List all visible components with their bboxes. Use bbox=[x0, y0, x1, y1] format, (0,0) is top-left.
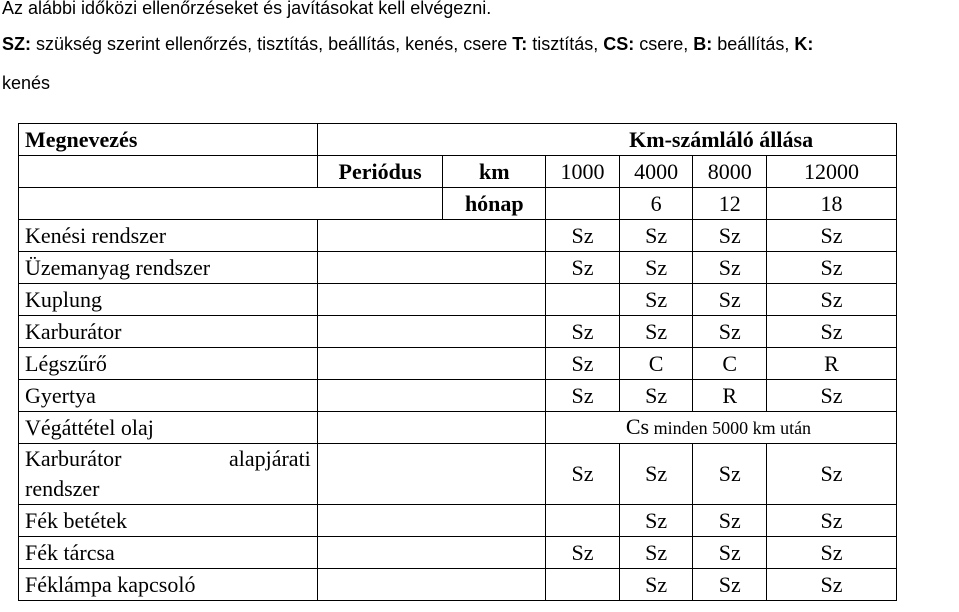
note-rest: minden 5000 km után bbox=[649, 418, 812, 438]
row-cell: Sz bbox=[767, 252, 897, 284]
row-name: Kuplung bbox=[19, 284, 318, 316]
row-cell: Sz bbox=[546, 252, 620, 284]
legend-key-b: B: bbox=[693, 34, 713, 54]
table-row bbox=[19, 252, 897, 284]
row-cell: R bbox=[693, 380, 767, 412]
table-row bbox=[19, 220, 897, 252]
row-cell: Sz bbox=[619, 316, 693, 348]
row-cell: Sz bbox=[767, 220, 897, 252]
row-cell: Sz bbox=[767, 316, 897, 348]
table-header-row bbox=[19, 124, 897, 156]
row-cell: Sz bbox=[619, 569, 693, 601]
header-counter: Km-számláló állása bbox=[546, 124, 897, 156]
row-cell: Sz bbox=[546, 444, 620, 505]
month-row bbox=[19, 188, 897, 220]
row-name: Végáttétel olaj bbox=[19, 412, 318, 444]
row-cell: Sz bbox=[767, 569, 897, 601]
legend-key-sz: SZ: bbox=[2, 34, 31, 54]
row-cell: Sz bbox=[767, 537, 897, 569]
row-name: Féklámpa kapcsoló bbox=[19, 569, 318, 601]
table-row bbox=[19, 316, 897, 348]
note-main: Cs bbox=[625, 414, 650, 439]
km-value: 12000 bbox=[767, 156, 897, 188]
row-cell: Sz bbox=[693, 569, 767, 601]
table-row bbox=[19, 444, 897, 505]
legend-line bbox=[2, 34, 813, 55]
legend-line-continued: kenés bbox=[2, 73, 51, 93]
row-cell: C bbox=[693, 348, 767, 380]
row-cell: R bbox=[767, 348, 897, 380]
row-cell: Sz bbox=[693, 537, 767, 569]
table-row bbox=[19, 284, 897, 316]
row-cell: C bbox=[619, 348, 693, 380]
row-cell: Sz bbox=[619, 505, 693, 537]
row-cell bbox=[546, 505, 620, 537]
row-name-part: Karburátor bbox=[25, 446, 122, 471]
maintenance-table bbox=[18, 123, 897, 601]
table-row bbox=[19, 537, 897, 569]
km-label: km bbox=[443, 156, 546, 188]
row-name-part: rendszer bbox=[25, 476, 100, 501]
row-name: Légszűrő bbox=[19, 348, 318, 380]
table-row bbox=[19, 348, 897, 380]
row-cell: Sz bbox=[619, 252, 693, 284]
row-name: Üzemanyag rendszer bbox=[19, 252, 318, 284]
intro-line-1: Az alábbi időközi ellenőrzéseket és javításokat kell elvégezni. bbox=[2, 0, 492, 18]
legend-key-k: K: bbox=[794, 34, 814, 54]
row-cell: Sz bbox=[767, 380, 897, 412]
row-cell: Sz bbox=[546, 380, 620, 412]
legend-text-cs: csere, bbox=[634, 34, 694, 54]
table-row bbox=[19, 505, 897, 537]
row-cell: Sz bbox=[546, 537, 620, 569]
month-label: hónap bbox=[443, 188, 546, 220]
row-cell: Sz bbox=[693, 444, 767, 505]
row-cell: Sz bbox=[693, 252, 767, 284]
legend-key-t: T: bbox=[512, 34, 528, 54]
row-cell: Sz bbox=[619, 537, 693, 569]
table-row bbox=[19, 569, 897, 601]
row-cell: Sz bbox=[619, 284, 693, 316]
table-row bbox=[19, 380, 897, 412]
month-value: 6 bbox=[619, 188, 693, 220]
row-name-part: alapjárati bbox=[228, 446, 311, 471]
row-name: Karburátor bbox=[19, 316, 318, 348]
row-cell bbox=[546, 569, 620, 601]
header-name: Megnevezés bbox=[19, 124, 318, 156]
row-cell: Sz bbox=[693, 505, 767, 537]
row-cell: Sz bbox=[767, 505, 897, 537]
row-cell: Sz bbox=[546, 316, 620, 348]
row-name: Fék tárcsa bbox=[19, 537, 318, 569]
row-cell: Sz bbox=[619, 220, 693, 252]
row-cell: Sz bbox=[693, 220, 767, 252]
legend-key-cs: CS: bbox=[603, 34, 635, 54]
row-cell: Sz bbox=[619, 444, 693, 505]
row-name: Kenési rendszer bbox=[19, 220, 318, 252]
row-cell: Sz bbox=[619, 380, 693, 412]
km-value: 4000 bbox=[619, 156, 693, 188]
legend-text-t: tisztítás, bbox=[527, 34, 604, 54]
km-row bbox=[19, 156, 897, 188]
table-row bbox=[19, 412, 897, 444]
month-value bbox=[546, 188, 620, 220]
month-value: 18 bbox=[767, 188, 897, 220]
row-cell: Sz bbox=[767, 444, 897, 505]
row-name bbox=[19, 444, 318, 505]
km-value: 8000 bbox=[693, 156, 767, 188]
row-name: Fék betétek bbox=[19, 505, 318, 537]
row-cell: Sz bbox=[546, 220, 620, 252]
period-label: Periódus bbox=[317, 156, 443, 188]
legend-text-sz: szükség szerint ellenőrzés, tisztítás, beállítás, kenés, csere bbox=[31, 34, 513, 54]
row-cell: Sz bbox=[767, 284, 897, 316]
row-cell: Sz bbox=[693, 316, 767, 348]
month-value: 12 bbox=[693, 188, 767, 220]
legend-text-b: beállítás, bbox=[712, 34, 795, 54]
row-cell: Sz bbox=[546, 348, 620, 380]
row-note bbox=[619, 412, 896, 444]
row-cell: Sz bbox=[693, 284, 767, 316]
km-value: 1000 bbox=[546, 156, 620, 188]
row-cell bbox=[546, 284, 620, 316]
row-name: Gyertya bbox=[19, 380, 318, 412]
